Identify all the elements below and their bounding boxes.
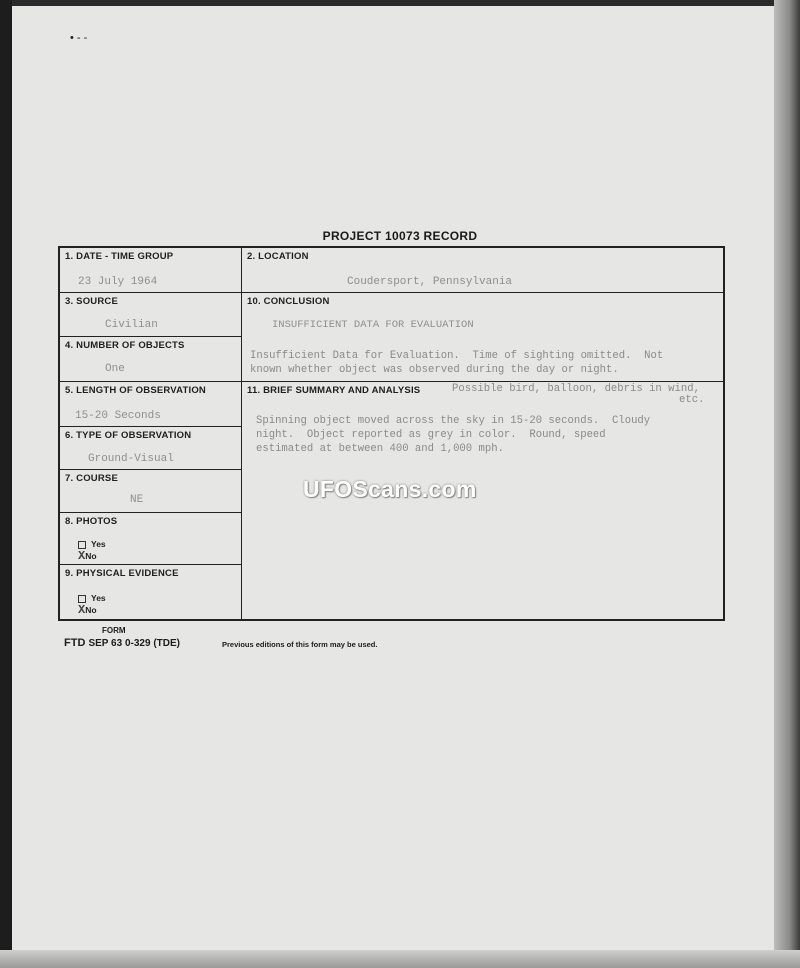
photos-yes-label: Yes	[91, 539, 106, 549]
number-of-objects-label: 4. NUMBER OF OBJECTS	[65, 340, 185, 351]
physical-evidence-yes-label: Yes	[91, 593, 106, 603]
number-of-objects-value: One	[105, 363, 125, 375]
source-cell	[60, 293, 241, 337]
conclusion-text-line-1: Insufficient Data for Evaluation. Time of sighting omitted. Not	[250, 350, 664, 362]
photos-no-label: No	[85, 551, 97, 561]
conclusion-cell	[242, 293, 723, 382]
physical-evidence-yes-checkbox[interactable]	[78, 595, 86, 603]
page-title: PROJECT 10073 RECORD	[322, 229, 478, 243]
form-left-column	[60, 248, 242, 619]
photos-no-checkmark[interactable]: X	[78, 549, 86, 563]
summary-label: 11. BRIEF SUMMARY AND ANALYSIS	[247, 385, 421, 396]
physical-evidence-no-option[interactable]	[78, 603, 97, 617]
footer-form-label: FORM	[102, 626, 126, 635]
location-value: Coudersport, Pennsylvania	[347, 276, 513, 288]
photos-label: 8. PHOTOS	[65, 516, 118, 527]
scan-bottom-edge	[0, 950, 800, 968]
source-label: 3. SOURCE	[65, 296, 119, 307]
location-label: 2. LOCATION	[247, 251, 309, 262]
watermark: UFOScans.com	[303, 476, 477, 502]
course-label: 7. COURSE	[65, 473, 119, 484]
footer-code: SEP 63 0-329 (TDE)	[88, 638, 180, 649]
footer-ftd: FTD	[64, 637, 86, 649]
physical-evidence-cell	[60, 565, 241, 621]
footer-form-code	[64, 637, 180, 649]
summary-line-3: estimated at between 400 and 1,000 mph.	[256, 443, 504, 455]
length-of-observation-value: 15-20 Seconds	[75, 410, 161, 422]
scan-left-edge	[0, 0, 12, 968]
location-cell	[242, 248, 723, 293]
photos-yes-option[interactable]	[78, 539, 106, 549]
physical-evidence-no-label: No	[85, 605, 97, 615]
physical-evidence-no-checkmark[interactable]: X	[78, 603, 86, 617]
type-of-observation-label: 6. TYPE OF OBSERVATION	[65, 430, 192, 441]
conclusion-text-line-3: Possible bird, balloon, debris in wind,	[452, 383, 700, 395]
course-cell	[60, 470, 241, 513]
number-of-objects-cell	[60, 337, 241, 382]
source-value: Civilian	[105, 319, 158, 331]
photos-cell	[60, 513, 241, 565]
conclusion-value: INSUFFICIENT DATA FOR EVALUATION	[272, 319, 474, 331]
type-of-observation-cell	[60, 427, 241, 470]
type-of-observation-value: Ground-Visual	[88, 453, 174, 465]
physical-evidence-yes-option[interactable]	[78, 593, 106, 603]
corner-mark: • ‐ ‐	[70, 32, 88, 44]
date-time-group-value: 23 July 1964	[78, 276, 158, 288]
physical-evidence-label: 9. PHYSICAL EVIDENCE	[65, 568, 179, 579]
summary-line-2: night. Object reported as grey in color. Round, speed	[256, 429, 606, 441]
date-time-group-label: 1. DATE - TIME GROUP	[65, 251, 174, 262]
summary-line-1: Spinning object moved across the sky in 15-20 seconds. Cloudy	[256, 415, 651, 427]
course-value: NE	[130, 494, 144, 506]
record-form	[58, 246, 725, 621]
photos-no-option[interactable]	[78, 549, 97, 563]
photos-yes-checkbox[interactable]	[78, 541, 86, 549]
date-time-group-cell	[60, 248, 241, 293]
conclusion-label: 10. CONCLUSION	[247, 296, 330, 307]
form-right-column	[242, 248, 723, 619]
length-of-observation-cell	[60, 382, 241, 427]
footer-note: Previous editions of this form may be used.	[222, 640, 378, 649]
conclusion-text-line-2: known whether object was observed during the day or night.	[250, 364, 619, 376]
scan-right-edge	[774, 0, 800, 968]
length-of-observation-label: 5. LENGTH OF OBSERVATION	[65, 385, 206, 396]
conclusion-text-line-4: etc.	[679, 394, 705, 406]
